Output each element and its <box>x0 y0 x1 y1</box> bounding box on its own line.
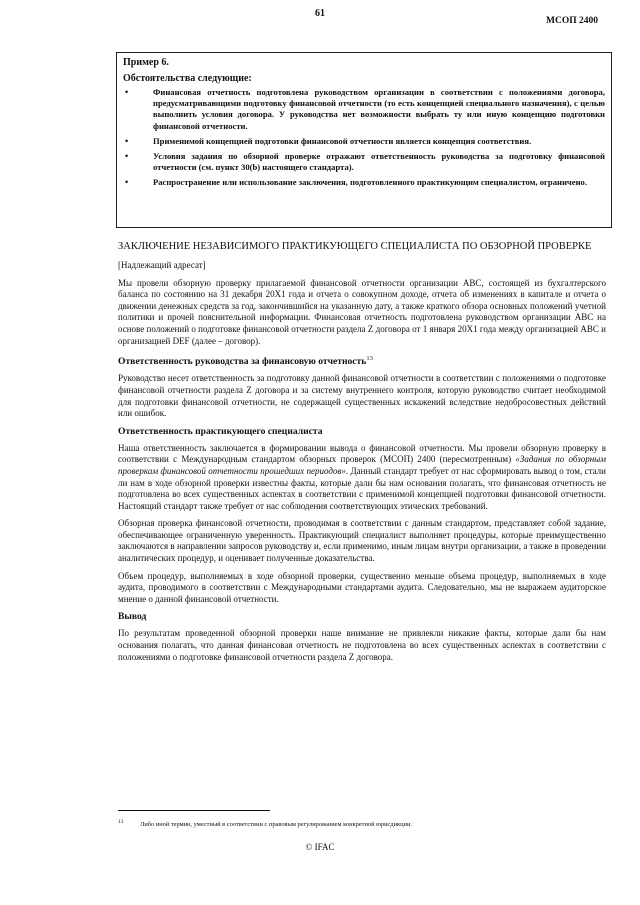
footnote-number: 13 <box>118 819 124 825</box>
list-item: • Условия задания по обзорной проверке отражают ответственность руководства за подготовку финансовой отчетности (см. пункт 30(b) настоящего стандарта). <box>125 151 605 173</box>
management-responsibility-heading: Ответственность руководства за финансовую отчетность$^{13}$ <box>118 355 373 368</box>
practitioner-paragraph-1: Наша ответственность заключается в формировании вывода о финансовой отчетности. Мы провели обзорную проверку в соответствии с Международным стандартом обзорных проверок (МСОП) 2400 (пересмотренным) «Задания по обзорным проверкам финансовой отчетности прошедших периодов». Данный стандарт требует от нас сформировать вывод о том, стали ли нам в ходе обзорной проверки известны факты, которые дали бы нам основания полагать, что финансовая отчетность не подготовлена во всех существенных аспектах в соответствии с применимой концепцией подготовки финансовой отчетности. Настоящий стандарт также требует от нас соблюдения соответствующих этических требований. <box>118 442 607 511</box>
standard-title-italic: «Задания по обзорным проверкам финансовой отчетности прошедших периодов» <box>118 454 607 476</box>
standard-code: МСОП 2400 <box>546 16 598 26</box>
bullet-icon: • <box>125 87 129 97</box>
example-box <box>116 52 612 228</box>
example-title: Пример 6. <box>123 57 169 68</box>
list-item: • Распространение или использование заключения, подготовленного практикующим специалистом, ограничено. <box>125 177 587 188</box>
practitioner-paragraph-3: Объем процедур, выполняемых в ходе обзорной проверки, существенно меньше объема процедур, выполняемых в ходе аудита, проводимого в соответствии с Международными стандартами аудита. Следовательно, мы не выражаем аудиторское мнение о данной финансовой отчетности. <box>118 570 606 604</box>
practitioner-responsibility-heading: Ответственность практикующего специалиста <box>118 425 323 437</box>
conclusion-heading: Вывод <box>118 611 147 623</box>
bullet-icon: • <box>125 135 129 146</box>
page-number: 61 <box>315 8 325 19</box>
report-title: ЗАКЛЮЧЕНИЕ НЕЗАВИСИМОГО ПРАКТИКУЮЩЕГО СПЕЦИАЛИСТА ПО ОБЗОРНОЙ ПРОВЕРКЕ <box>118 241 592 252</box>
footnote <box>118 818 606 829</box>
footer-copyright: © IFAC <box>305 842 335 852</box>
list-item: • Финансовая отчетность подготовлена руководством организации в соответствии с положениями договора, предусматривающими подготовку финансовой отчетности (то есть концепцией специального назначения), с целью выполнить условия договора. У руководства нет возможности выбрать ту или иную концепцию подготовки финансовой отчетности. <box>125 87 605 131</box>
example-subtitle: Обстоятельства следующие: <box>123 73 252 84</box>
addressee: [Надлежащий адресат] <box>118 260 206 270</box>
footnote-divider <box>118 810 270 811</box>
bullet-icon: • <box>125 177 129 188</box>
management-responsibility-paragraph: Руководство несет ответственность за подготовку данной финансовой отчетности в соответствии с положениями о подготовке финансовой отчетности раздела Z договора и за систему внутреннего контроля, которую руководство считает необходимой для подготовки финансовой отчетности, не содержащей существенных искажений вследствие недобросовестных действий или ошибок. <box>118 373 606 419</box>
report-body <box>118 240 606 669</box>
circumstances-list <box>123 87 605 189</box>
intro-paragraph: Мы провели обзорную проверку прилагаемой финансовой отчетности организации ABC, состоящей из бухгалтерского баланса по состоянию на 31 декабря 20X1 года и отчета о совокупном доходе, отчета об изменениях в капитале и отчета о движении денежных средств за год, закончившийся на указанную дату, а также краткого обзора основных положений учетной политики и прочей пояснительной информации. Финансовая отчетность подготовлена руководством организации ABC на основе положений о подготовке финансовой отчетности раздела Z договора от 1 января 20X1 года между организацией ABC и организацией DEF (далее – договор). <box>118 277 606 346</box>
footnote-ref: 13 <box>366 355 373 363</box>
list-item: • Применимой концепцией подготовки финансовой отчетности является концепция соответствия. <box>125 135 532 146</box>
practitioner-paragraph-2: Обзорная проверка финансовой отчетности, проводимая в соответствии с данным стандартом, представляет собой задание, обеспечивающее ограниченную уверенность. Практикующий специалист выполняет процедуры, которые преимущественно заключаются в направлении запросов руководству и, если применимо, иным лицам внутри организации, а также в проведении аналитических процедур, и оценивает полученные доказательства. <box>118 518 606 564</box>
conclusion-paragraph: По результатам проведенной обзорной проверки наше внимание не привлекли никакие факты, которые дали бы нам основания полагать, что данная финансовая отчетность не подготовлена во всех существенных аспектах в соответствии с положениями о подготовке финансовой отчетности раздела Z договора. <box>118 628 606 662</box>
bullet-icon: • <box>125 151 129 162</box>
footnote-text: Либо иной термин, уместный в соответствии с правовым регулированием конкретной юрисдикции. <box>140 821 412 829</box>
